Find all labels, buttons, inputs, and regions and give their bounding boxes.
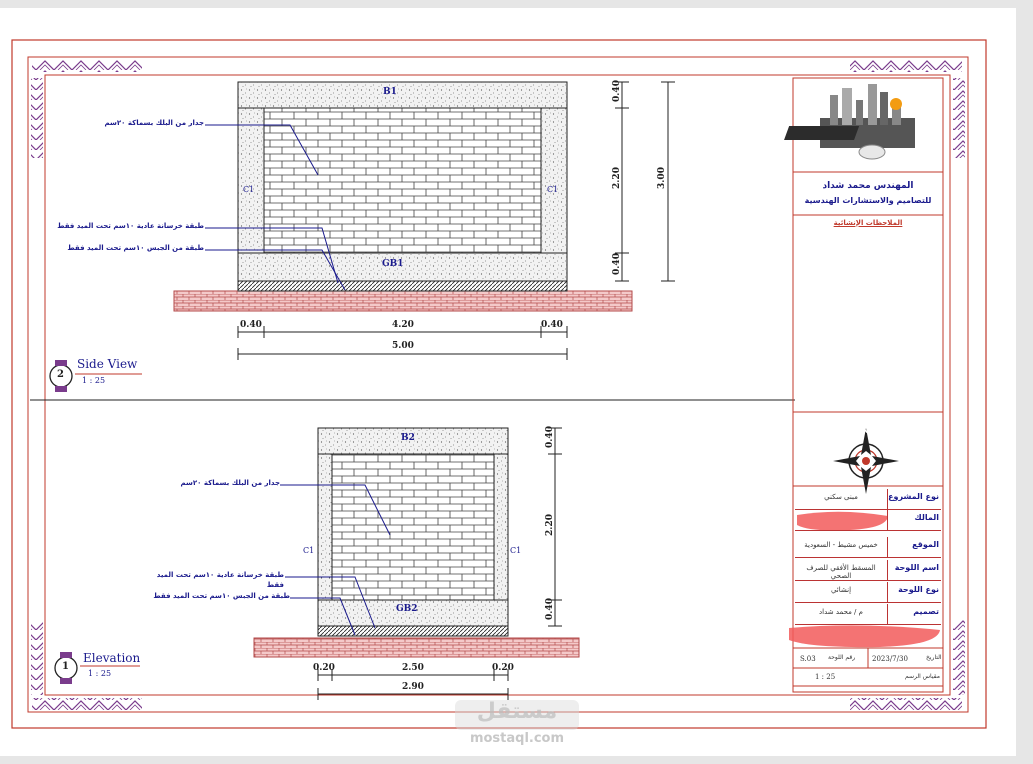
elev-dim-span: 2.50 — [402, 663, 424, 673]
elev-beam-label: B2 — [401, 433, 415, 443]
side-dim-mid: 2.20 — [611, 167, 622, 189]
elev-ground-beam-label: GB2 — [396, 604, 418, 614]
tb-value: مبنى سكني — [824, 493, 858, 501]
side-beam-label: B1 — [383, 87, 397, 97]
elev-note-gypsum: طبقة من الجبس ١٠سم تحت الميد فقط — [153, 592, 290, 600]
elevation-number: 1 — [62, 661, 69, 672]
sheet-date-label: التاريخ — [926, 654, 942, 661]
elev-column-right-label: C1 — [510, 546, 522, 555]
sheet-date: 2023/7/30 — [872, 655, 908, 663]
elevation-title: Elevation — [83, 651, 141, 665]
firm-description: للتصاميم والاستشارات الهندسية — [804, 196, 932, 205]
elev-dim-bottom: 0.40 — [544, 598, 555, 620]
side-dim-total-height: 3.00 — [656, 167, 667, 189]
tb-row-project-type — [795, 489, 941, 510]
elev-dim-top: 0.40 — [544, 426, 555, 448]
elev-dim-col-right: 0.20 — [492, 663, 514, 673]
elev-dim-total-width: 2.90 — [402, 682, 424, 692]
elev-note-wall: جدار من البلك بسماكة ٢٠سم — [180, 479, 280, 487]
sheet-scale: 1 : 25 — [815, 673, 836, 681]
tb-row-sheet-type — [795, 582, 941, 603]
side-column-left-label: C1 — [243, 185, 255, 194]
north-label: N — [862, 426, 869, 435]
side-dim-col-right: 0.40 — [541, 320, 563, 330]
elev-column-left-label: C1 — [303, 546, 315, 555]
tb-row-design — [795, 604, 941, 625]
tb-label: نوع اللوحة — [898, 585, 939, 594]
watermark-url: mostaql.com — [469, 731, 565, 746]
elev-note-concrete: طبقة خرسانة عادية ١٠سم تحت الميد فقط — [156, 571, 284, 589]
sheet-number-label: رقم اللوحة — [828, 654, 856, 661]
watermark-brand: مستقل — [476, 699, 558, 724]
elevation-scale: 1 : 25 — [88, 669, 112, 678]
side-dim-bottom: 0.40 — [611, 253, 622, 275]
sheet-number: S.03 — [800, 655, 816, 663]
side-dim-col-left: 0.40 — [240, 320, 262, 330]
firm-name: المهندس محمد شداد — [822, 181, 914, 191]
elev-dim-mid: 2.20 — [544, 514, 555, 536]
tb-row-owner — [795, 510, 941, 531]
tb-value: المسقط الأفقي للصرف الصحي — [806, 564, 876, 580]
side-note-wall: جدار من البلك بسماكة ٢٠سم — [104, 119, 204, 127]
side-note-gypsum: طبقة من الجبس ١٠سم تحت الميد فقط — [67, 244, 204, 252]
tb-label: نوع المشروع — [888, 492, 939, 501]
side-column-right-label: C1 — [547, 185, 559, 194]
side-view-scale: 1 : 25 — [82, 376, 106, 385]
tb-label: اسم اللوحة — [894, 563, 939, 572]
tb-row-location — [795, 537, 941, 558]
side-dim-total-width: 5.00 — [392, 341, 414, 351]
tb-label: المالك — [914, 513, 939, 522]
tb-value: خميس مشيط - السعودية — [804, 541, 878, 549]
side-view-title: Side View — [77, 357, 138, 371]
side-ground-beam-label: GB1 — [382, 259, 404, 269]
tb-value: إنشائي — [830, 586, 852, 594]
side-view-number: 2 — [57, 369, 64, 380]
elev-dim-col-left: 0.20 — [313, 663, 335, 673]
sheet-scale-label: مقياس الرسم — [905, 673, 940, 680]
tb-label: تصميم — [913, 607, 939, 616]
side-note-concrete: طبقة خرسانة عادية ١٠سم تحت الميد فقط — [57, 222, 204, 230]
side-dim-span: 4.20 — [392, 320, 414, 330]
tb-row-sheet-name — [795, 560, 941, 581]
tb-label: الموقع — [912, 540, 939, 549]
side-dim-top: 0.40 — [611, 80, 622, 102]
tb-value: م / محمد شداد — [819, 608, 863, 616]
structural-notes-title: الملاحظات الإنشائية — [833, 219, 903, 227]
